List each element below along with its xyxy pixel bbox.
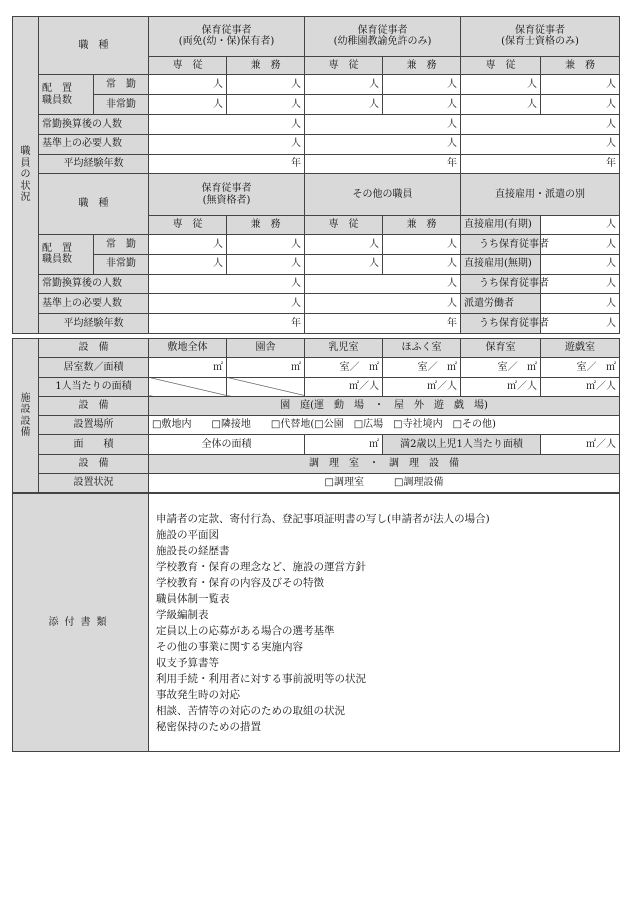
count-field[interactable]: 人 <box>149 114 305 134</box>
count-field[interactable]: 人 <box>227 234 305 254</box>
list-item: 秘密保持のための措置 <box>156 720 261 733</box>
years-field[interactable]: 年 <box>149 154 305 174</box>
nonregular-label: 非常勤 <box>94 95 149 115</box>
rooms-area-field[interactable]: 室／ ㎡ <box>541 358 620 377</box>
staff-status-table <box>12 16 620 334</box>
count-field[interactable]: 人 <box>383 75 461 95</box>
col-group-header: 直接雇用・派遣の別 <box>461 174 620 216</box>
staff-count-label: 配 置 職員数 <box>39 234 94 274</box>
rooms-area-field[interactable]: 室／ ㎡ <box>305 358 383 377</box>
count-field[interactable]: 人 <box>541 216 620 235</box>
col-group-header: その他の職員 <box>305 174 461 216</box>
concurrent-header: 兼 務 <box>227 216 305 235</box>
per-person-area-label: 1人当たりの面積 <box>39 377 149 396</box>
status-label: 設置状況 <box>39 473 149 492</box>
attachments-label: 添付書類 <box>13 494 149 752</box>
concurrent-header: 兼 務 <box>541 56 620 75</box>
count-field[interactable]: 人 <box>305 75 383 95</box>
attachments-list <box>149 494 620 752</box>
na-cell <box>227 377 305 396</box>
count-field[interactable]: 人 <box>149 274 305 294</box>
fulltime-header: 専 従 <box>149 216 227 235</box>
regular-label: 常 勤 <box>94 75 149 95</box>
concurrent-header: 兼 務 <box>227 56 305 75</box>
count-field[interactable]: 人 <box>305 95 383 115</box>
col-group-header: 保育従事者 (無資格者) <box>149 174 305 216</box>
count-field[interactable]: 人 <box>541 234 620 254</box>
na-cell <box>149 377 227 396</box>
list-item: 学級編制表 <box>156 608 209 621</box>
area-field[interactable]: ㎡／人 <box>305 377 383 396</box>
direct-fixed-label: 直接雇用(有期) <box>461 216 541 235</box>
location-options[interactable]: □敷地内 □隣接地 □代替地(□公園 □広場 □寺社境内 □その他) <box>149 416 620 435</box>
equipment-header: 設 備 <box>39 339 149 358</box>
required-count-label: 基準上の必要人数 <box>39 294 149 314</box>
equipment-header: 設 備 <box>39 396 149 415</box>
count-field[interactable]: 人 <box>383 95 461 115</box>
avg-years-label: 平均経験年数 <box>39 314 149 334</box>
list-item: 申請者の定款、寄付行為、登記事項証明書の写し(申請者が法人の場合) <box>156 512 490 525</box>
count-field[interactable]: 人 <box>461 95 541 115</box>
regular-label: 常 勤 <box>94 234 149 254</box>
facilities-section-label: 施 設 設 備 <box>13 339 39 493</box>
area-field[interactable]: ㎡ <box>227 358 305 377</box>
concurrent-header: 兼 務 <box>383 216 461 235</box>
col-group-header: 保育従事者 (両免(幼・保)保有者) <box>149 17 305 57</box>
list-item: 利用手続・利用者に対する事前説明等の状況 <box>156 672 366 685</box>
col-group-header: 保育従事者 (幼稚園教諭免許のみ) <box>305 17 461 57</box>
count-field[interactable]: 人 <box>541 274 620 294</box>
list-item: 学校教育・保育の内容及びその特徴 <box>156 576 324 589</box>
count-field[interactable]: 人 <box>149 75 227 95</box>
col-header: 乳児室 <box>305 339 383 358</box>
list-item: その他の事業に関する実施内容 <box>156 640 303 653</box>
years-field[interactable]: 年 <box>149 314 305 334</box>
list-item: 学校教育・保育の理念など、施設の運営方針 <box>156 560 366 573</box>
count-field[interactable]: 人 <box>149 254 227 274</box>
of-which-childcare-label: うち保育従事者 <box>461 234 541 254</box>
of-which-childcare-label: うち保育従事者 <box>461 274 541 294</box>
area-field[interactable]: ㎡／人 <box>541 435 620 454</box>
count-field[interactable]: 人 <box>541 95 620 115</box>
count-field[interactable]: 人 <box>541 314 620 334</box>
count-field[interactable]: 人 <box>149 294 305 314</box>
count-field[interactable]: 人 <box>305 294 461 314</box>
col-header: 敷地全体 <box>149 339 227 358</box>
list-item: 施設の平面図 <box>156 528 219 541</box>
count-field[interactable]: 人 <box>305 114 461 134</box>
list-item: 定員以上の応募がある場合の選考基準 <box>156 624 335 637</box>
area-field[interactable]: ㎡／人 <box>383 377 461 396</box>
of-which-childcare-label: うち保育従事者 <box>461 314 541 334</box>
count-field[interactable]: 人 <box>305 134 461 154</box>
job-type-header: 職 種 <box>39 174 149 235</box>
years-field[interactable]: 年 <box>305 154 461 174</box>
count-field[interactable]: 人 <box>227 95 305 115</box>
years-field[interactable]: 年 <box>461 154 620 174</box>
kitchen-title: 調 理 室 ・ 調 理 設 備 <box>149 454 620 473</box>
count-field[interactable]: 人 <box>305 254 383 274</box>
direct-indefinite-label: 直接雇用(無期) <box>461 254 541 274</box>
nonregular-label: 非常勤 <box>94 254 149 274</box>
list-item: 職員体制一覧表 <box>156 592 230 605</box>
equipment-header: 設 備 <box>39 454 149 473</box>
required-count-label: 基準上の必要人数 <box>39 134 149 154</box>
count-field[interactable]: 人 <box>541 75 620 95</box>
count-field[interactable]: 人 <box>461 114 620 134</box>
concurrent-header: 兼 務 <box>383 56 461 75</box>
count-field[interactable]: 人 <box>227 75 305 95</box>
rooms-area-label: 居室数／面積 <box>39 358 149 377</box>
fulltime-header: 専 従 <box>305 56 383 75</box>
playground-title: 園 庭(運 動 場 ・ 屋 外 遊 戯 場) <box>149 396 620 415</box>
count-field[interactable]: 人 <box>461 75 541 95</box>
count-field[interactable]: 人 <box>149 234 227 254</box>
area-label: 面 積 <box>39 435 149 454</box>
list-item: 施設長の経歴書 <box>156 544 230 557</box>
converted-count-label: 常勤換算後の人数 <box>39 114 149 134</box>
list-item: 収支予算書等 <box>156 656 219 669</box>
count-field[interactable]: 人 <box>149 95 227 115</box>
fulltime-header: 専 従 <box>461 56 541 75</box>
list-item: 相談、苦情等の対応のための取組の状況 <box>156 704 345 717</box>
converted-count-label: 常勤換算後の人数 <box>39 274 149 294</box>
location-label: 設置場所 <box>39 416 149 435</box>
list-item: 事故発生時の対応 <box>156 688 240 701</box>
over2-area-label: 満2歳以上児1人当たり面積 <box>383 435 541 454</box>
facilities-table <box>12 338 620 493</box>
count-field[interactable]: 人 <box>541 294 620 314</box>
area-field[interactable]: ㎡ <box>305 435 383 454</box>
staff-section-label: 職 員 の 状 況 <box>13 17 39 334</box>
count-field[interactable]: 人 <box>305 274 461 294</box>
count-field[interactable]: 人 <box>227 254 305 274</box>
staff-count-label: 配 置 職員数 <box>39 75 94 115</box>
col-header: 保育室 <box>461 339 541 358</box>
dispatched-label: 派遣労働者 <box>461 294 541 314</box>
count-field[interactable]: 人 <box>149 134 305 154</box>
col-header: 遊戯室 <box>541 339 620 358</box>
rooms-area-field[interactable]: 室／ ㎡ <box>461 358 541 377</box>
area-field[interactable]: ㎡／人 <box>461 377 541 396</box>
col-header: 園舎 <box>227 339 305 358</box>
area-field[interactable]: ㎡ <box>149 358 227 377</box>
years-field[interactable]: 年 <box>305 314 461 334</box>
job-type-header: 職 種 <box>39 17 149 75</box>
count-field[interactable]: 人 <box>383 254 461 274</box>
area-field[interactable]: ㎡／人 <box>541 377 620 396</box>
attachments-table <box>12 493 620 752</box>
rooms-area-field[interactable]: 室／ ㎡ <box>383 358 461 377</box>
kitchen-options[interactable]: □調理室 □調理設備 <box>149 473 620 492</box>
col-header: ほふく室 <box>383 339 461 358</box>
fulltime-header: 専 従 <box>149 56 227 75</box>
avg-years-label: 平均経験年数 <box>39 154 149 174</box>
count-field[interactable]: 人 <box>383 234 461 254</box>
count-field[interactable]: 人 <box>305 234 383 254</box>
fulltime-header: 専 従 <box>305 216 383 235</box>
col-group-header: 保育従事者 (保育士資格のみ) <box>461 17 620 57</box>
count-field[interactable]: 人 <box>541 254 620 274</box>
total-area-label: 全体の面積 <box>149 435 305 454</box>
count-field[interactable]: 人 <box>461 134 620 154</box>
